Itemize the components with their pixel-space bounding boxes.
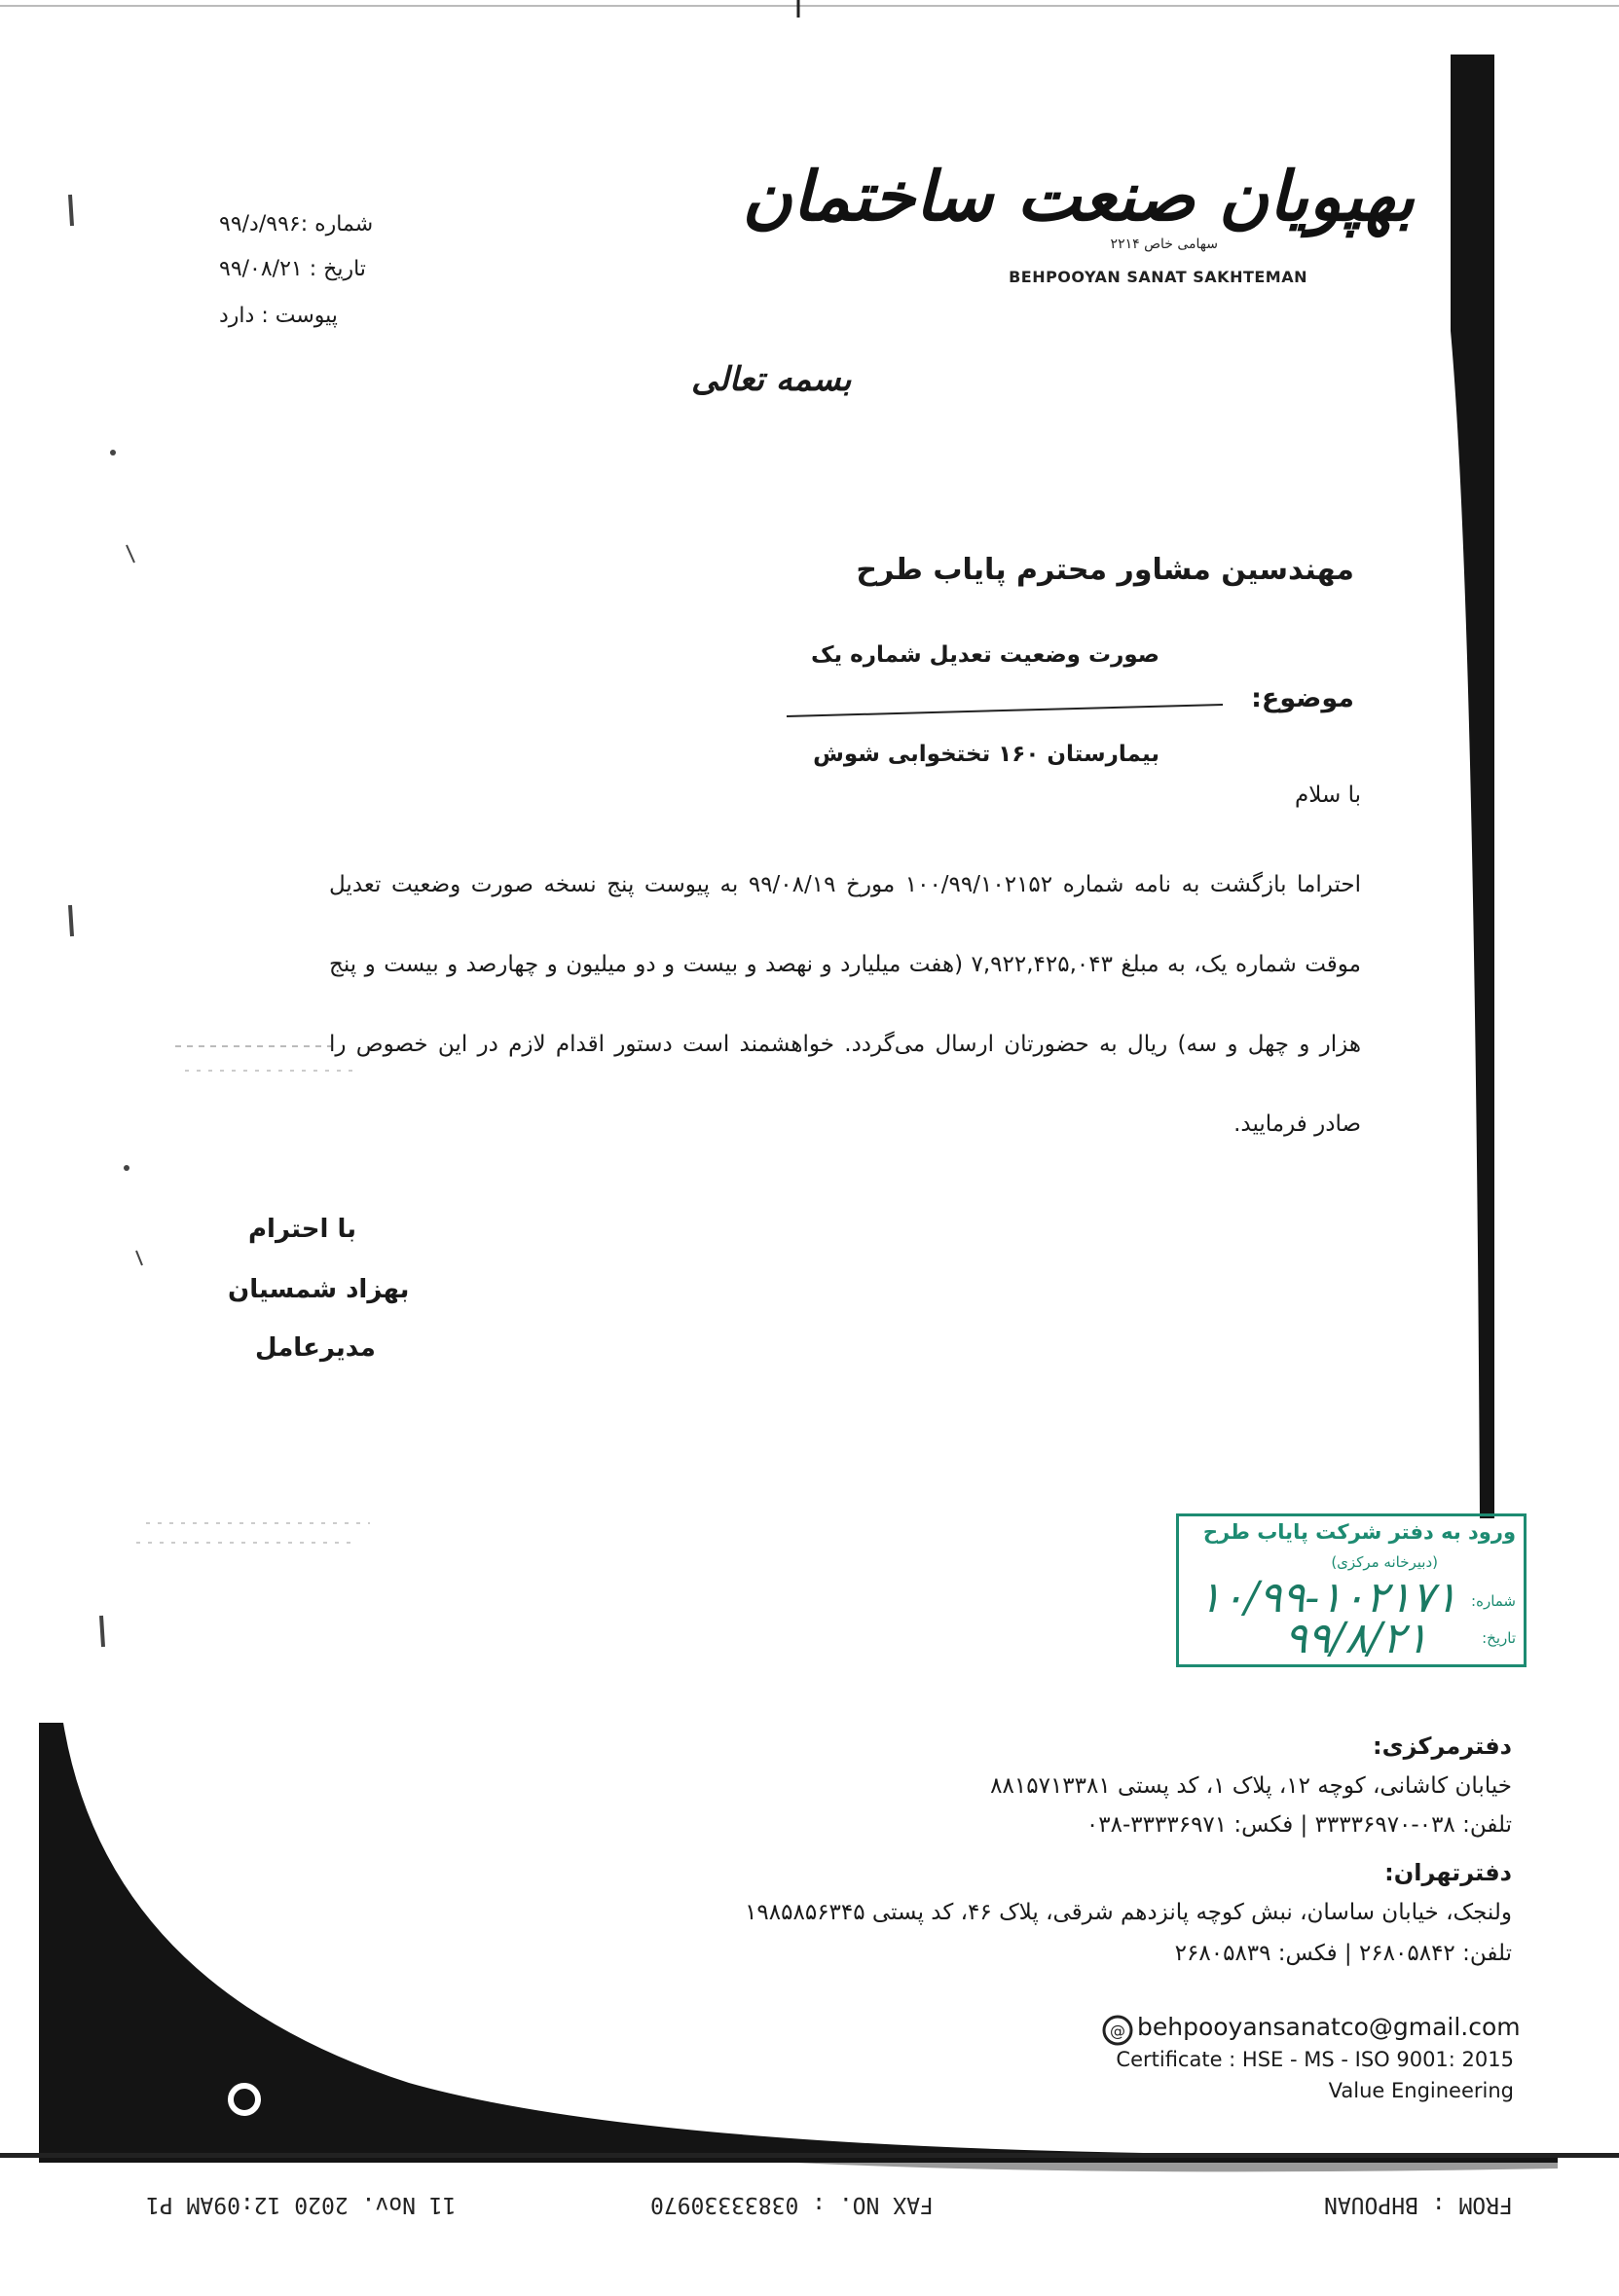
letter-body: احتراما بازگشت به نامه شماره ۱۰۰/۹۹/۱۰۲۱۵۲ مورخ ۹۹/۰۸/۱۹ به پیوست پنج نسخه صورت وضعیت تعدیل موقت شماره یک، به مبلغ ۷,۹۲۲,۴۲۵,۰۴۳ (هفت میلیارد و نهصد و بیست و دو میلیون و چهارصد و بیست و پنج هزار و چهل و سه) ریال به حضورتان ارسال می‌گردد. خواهشمند است دستور اقدام لازم در این خصوص را صادر فرمایید. <box>329 872 1362 1137</box>
subject-line-2: بیمارستان ۱۶۰ تختخوابی شوش <box>813 742 1159 767</box>
greeting: با سلام <box>1295 783 1361 808</box>
margin-mark <box>70 905 72 936</box>
svg-text:@: @ <box>1110 2022 1125 2040</box>
tehran-office-heading: دفترتهران: <box>1384 1859 1512 1886</box>
value-engineering: Value Engineering <box>1328 2079 1514 2102</box>
margin-dot <box>110 450 116 456</box>
punch-hole-icon <box>228 2083 261 2116</box>
signature-name: بهزاد شمسیان <box>228 1275 410 1304</box>
company-registration: سهامی خاص ۲۲۱۴ <box>1110 237 1218 252</box>
central-office-address: خیابان کاشانی، کوچه ۱۲، پلاک ۱، کد پستی ۸۸۱۵۷۱۳۳۸۱ <box>990 1773 1512 1799</box>
central-office-phone: تلفن: ۰۳۸-۳۳۳۳۶۹۷۰ | فکس: ۳۳۳۳۶۹۷۱-۰۳۸ <box>1085 1812 1512 1838</box>
receipt-stamp <box>1176 1513 1527 1667</box>
subject-underline <box>787 705 1223 716</box>
fax-from: FROM : BHPOUAN <box>1324 2192 1513 2217</box>
fax-datetime: 11 Nov. 2020 12:09AM P1 <box>146 2192 457 2217</box>
stamp-date-label: تاریخ: <box>1482 1629 1516 1647</box>
tehran-office-address: ولنجک، خیابان ساسان، نبش کوچه پانزدهم شرقی، پلاک ۴۶، کد پستی ۱۹۸۵۸۵۶۳۴۵ <box>745 1900 1512 1925</box>
stamp-number-label: شماره: <box>1471 1592 1516 1610</box>
company-logo-fa: بهپویان صنعت ساختمان <box>742 156 1415 237</box>
central-office-heading: دفترمرکزی: <box>1372 1732 1512 1760</box>
certificate: Certificate : HSE - MS - ISO 9001: 2015 <box>1116 2048 1514 2071</box>
margin-mark <box>101 1616 103 1647</box>
fax-separator-line <box>0 2153 1619 2158</box>
company-logo-en: BEHPOOYAN SANAT SAKHTEMAN <box>1009 268 1307 286</box>
right-black-band <box>1451 55 1494 1518</box>
stamp-subtitle: (دبیرخانه مرکزی) <box>1331 1553 1438 1571</box>
bismillah-heading: بسمه تعالی <box>691 360 852 399</box>
subject-line-1: صورت وضعیت تعدیل شماره یک <box>810 642 1159 668</box>
signature-closing: با احترام <box>248 1215 356 1244</box>
margin-dot <box>124 1165 129 1171</box>
stamp-title: ورود به دفتر شرکت پایاب طرح <box>1202 1520 1516 1544</box>
letter-number: شماره :۹۹۶/د/۹۹ <box>219 212 374 237</box>
letter-attachment: پیوست : دارد <box>219 304 338 328</box>
stamp-number-value: ۱۰/۹۹-۱۰۲۱۷۱ <box>1197 1573 1457 1622</box>
recipient: مهندسین مشاور محترم پایاب طرح <box>856 553 1354 587</box>
letter-date: تاریخ : ۹۹/۰۸/۲۱ <box>219 257 366 281</box>
signature-title: مدیرعامل <box>255 1333 376 1363</box>
margin-mark <box>127 545 134 563</box>
margin-mark <box>136 1251 142 1265</box>
fax-number: FAX NO. : 03833330970 <box>650 2192 934 2217</box>
stamp-date-value: ۹۹/۸/۲۱ <box>1284 1614 1428 1663</box>
margin-mark <box>70 195 72 226</box>
tehran-office-phone: تلفن: ۲۶۸۰۵۸۴۲ | فکس: ۲۶۸۰۵۸۳۹ <box>1174 1941 1512 1966</box>
company-email: behpooyansanatco@gmail.com <box>1137 2013 1521 2041</box>
subject-label: موضوع: <box>1251 683 1354 713</box>
